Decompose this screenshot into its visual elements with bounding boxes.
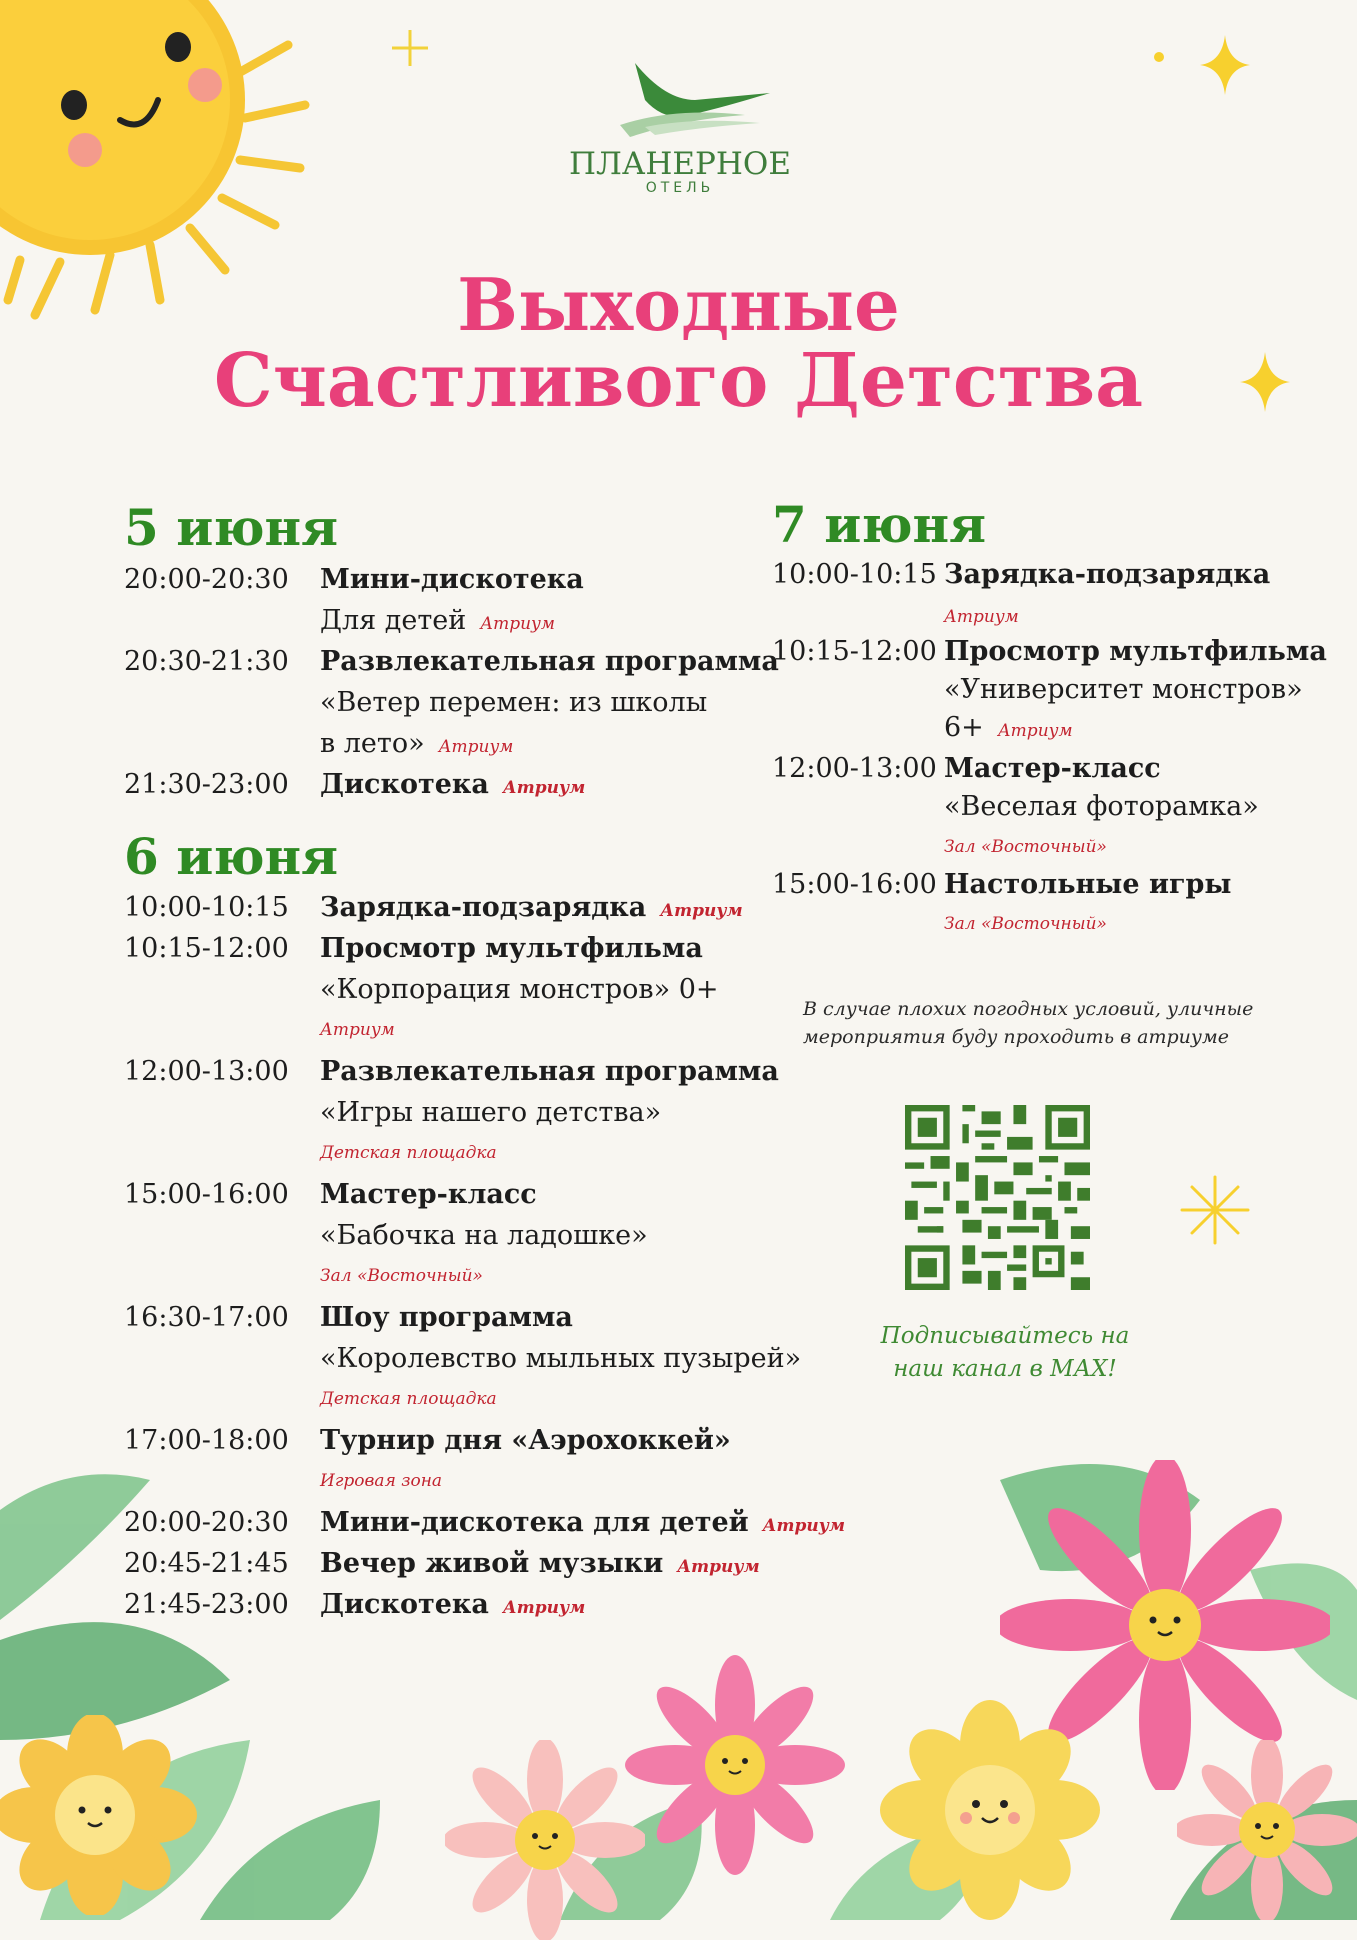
event-time: 15:00-16:00	[124, 1179, 289, 1210]
event-time: 12:00-13:00	[124, 1056, 289, 1087]
event-location: Атриум	[660, 901, 743, 921]
hotel-subtitle: ОТЕЛЬ	[645, 180, 715, 196]
event-name: Дискотека Атриум	[320, 1589, 586, 1620]
subscribe-text: Подписывайтесь на наш канал в МАХ!	[880, 1323, 1130, 1382]
hotel-name: ПЛАНЕРНОЕ	[569, 146, 791, 182]
event-location: Атриум	[762, 1516, 846, 1536]
event-description: 6+ Атриум	[944, 712, 1073, 743]
event-description: «Корпорация монстров» 0+	[320, 974, 719, 1005]
smiling-flower-icon	[445, 1740, 645, 1940]
page-title-line-2: Счастливого Детства	[213, 338, 1144, 424]
event-location: Зал «Восточный»	[944, 837, 1107, 857]
event-name: Турнир дня «Аэрохоккей»	[320, 1425, 731, 1456]
event-name: Настольные игры	[944, 869, 1232, 900]
day-heading: 7 июня	[772, 495, 987, 554]
schedule-right-column	[772, 0, 1332, 960]
smiling-flower-icon	[1177, 1740, 1357, 1920]
event-time: 10:00-10:15	[772, 559, 937, 590]
event-name: Мини-дискотека для детей Атриум	[320, 1507, 846, 1538]
event-name: Просмотр мультфильма	[944, 636, 1327, 667]
event-location: Атриум	[677, 1557, 760, 1577]
event-name: Мастер-класс	[320, 1179, 537, 1210]
event-description: «Университет монстров»	[944, 674, 1303, 705]
event-time: 20:00-20:30	[124, 1507, 289, 1538]
event-location: Игровая зона	[320, 1471, 443, 1491]
event-description: «Королевство мыльных пузырей»	[320, 1343, 802, 1374]
event-location: Детская площадка	[320, 1389, 497, 1409]
event-time: 16:30-17:00	[124, 1302, 289, 1333]
event-time: 21:30-23:00	[124, 769, 289, 800]
event-location: Атриум	[997, 721, 1073, 741]
event-name: Шоу программа	[320, 1302, 573, 1333]
event-location: Атриум	[438, 737, 514, 757]
event-name: Развлекательная программа	[320, 646, 779, 677]
page-title-line-1: Выходные	[457, 262, 900, 347]
event-description: «Игры нашего детства»	[320, 1097, 662, 1128]
weather-note: В случае плохих погодных условий, уличные мероприятия буду проходить в атриуме	[803, 998, 1254, 1048]
event-description: «Ветер перемен: из школы	[320, 687, 708, 718]
event-description: Для детей Атриум	[320, 605, 556, 636]
event-name: Вечер живой музыки Атриум	[320, 1548, 760, 1579]
smiling-flower-icon	[0, 1715, 200, 1915]
smiling-flower-icon	[625, 1655, 845, 1875]
event-location: Атриум	[944, 607, 1019, 627]
event-name: Зарядка-подзарядка Атриум	[320, 892, 743, 923]
event-name: Дискотека Атриум	[320, 769, 586, 800]
event-time: 20:45-21:45	[124, 1548, 289, 1579]
day-heading: 6 июня	[124, 827, 339, 886]
event-description: в лето» Атриум	[320, 728, 514, 759]
event-location: Зал «Восточный»	[320, 1266, 483, 1286]
event-time: 10:15-12:00	[124, 933, 289, 964]
event-time: 20:00-20:30	[124, 564, 289, 595]
event-location: Атриум	[502, 1598, 586, 1618]
event-time: 12:00-13:00	[772, 753, 937, 784]
event-description: «Бабочка на ладошке»	[320, 1220, 648, 1251]
event-name: Просмотр мультфильма	[320, 933, 703, 964]
event-time: 10:15-12:00	[772, 636, 937, 667]
event-time: 15:00-16:00	[772, 869, 937, 900]
event-time: 10:00-10:15	[124, 892, 289, 923]
day-heading: 5 июня	[124, 498, 339, 557]
event-location: Атриум	[320, 1020, 395, 1040]
event-time: 17:00-18:00	[124, 1425, 289, 1456]
event-location: Зал «Восточный»	[944, 914, 1107, 934]
event-location: Атриум	[480, 614, 556, 634]
event-time: 20:30-21:30	[124, 646, 289, 677]
event-name: Мини-дискотека	[320, 564, 584, 595]
event-description: «Веселая фоторамка»	[944, 791, 1259, 822]
event-name: Зарядка-подзарядка	[944, 559, 1271, 590]
sparkle-star-icon	[1180, 1175, 1250, 1245]
smiling-flower-icon	[880, 1700, 1100, 1920]
event-name: Развлекательная программа	[320, 1056, 779, 1087]
qr-code-icon[interactable]	[905, 1105, 1090, 1290]
event-location: Атриум	[502, 778, 586, 798]
event-name: Мастер-класс	[944, 753, 1161, 784]
event-time: 21:45-23:00	[124, 1589, 289, 1620]
event-location: Детская площадка	[320, 1143, 497, 1163]
